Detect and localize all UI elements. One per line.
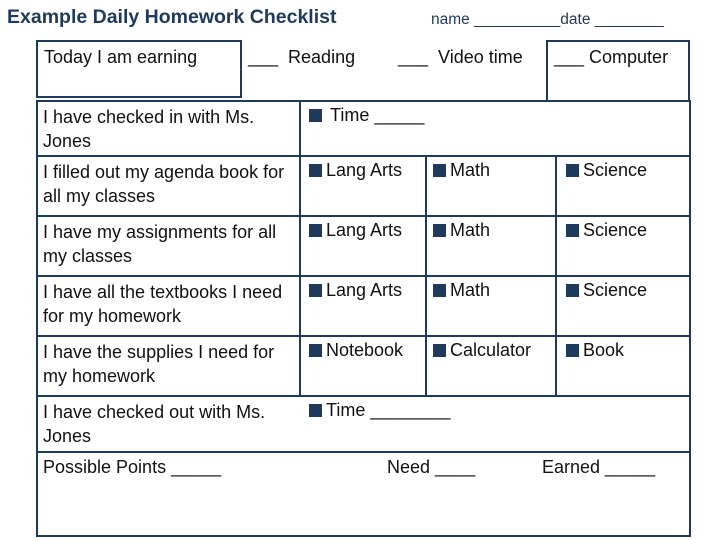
page-title: Example Daily Homework Checklist bbox=[7, 6, 337, 28]
checkbox-science[interactable]: Science bbox=[566, 160, 647, 181]
checkbox-calculator[interactable]: Calculator bbox=[433, 340, 531, 361]
checkbox-icon[interactable] bbox=[566, 284, 579, 297]
checkbox-icon[interactable] bbox=[566, 224, 579, 237]
checkbox-lang-arts[interactable]: Lang Arts bbox=[309, 160, 402, 181]
checkbox-science[interactable]: Science bbox=[566, 280, 647, 301]
earning-option-computer: ___ Computer bbox=[554, 47, 669, 67]
task-supplies: I have the supplies I need for my homework bbox=[43, 342, 275, 386]
checkbox-time-in[interactable]: Time _____ bbox=[309, 105, 424, 126]
checkbox-math[interactable]: Math bbox=[433, 220, 490, 241]
checkbox-icon[interactable] bbox=[566, 344, 579, 357]
name-date-line: name __________date ________ bbox=[431, 11, 664, 28]
earning-label: Today I am earning bbox=[44, 47, 198, 67]
need-points: Need ____ bbox=[387, 457, 476, 477]
earned-points: Earned _____ bbox=[542, 457, 656, 477]
checkbox-math[interactable]: Math bbox=[433, 160, 490, 181]
checkbox-icon[interactable] bbox=[309, 109, 322, 122]
earning-option-video: ___ Video time bbox=[398, 47, 523, 67]
row-divider bbox=[36, 155, 691, 157]
row-divider bbox=[36, 215, 691, 217]
column-divider bbox=[555, 155, 557, 397]
row-divider bbox=[36, 275, 691, 277]
checkbox-icon[interactable] bbox=[433, 284, 446, 297]
checkbox-notebook[interactable]: Notebook bbox=[309, 340, 403, 361]
checkbox-science[interactable]: Science bbox=[566, 220, 647, 241]
checkbox-icon[interactable] bbox=[309, 284, 322, 297]
earning-option-reading: ___ Reading bbox=[248, 47, 356, 67]
checkbox-math[interactable]: Math bbox=[433, 280, 490, 301]
checkbox-icon[interactable] bbox=[309, 164, 322, 177]
checkbox-lang-arts[interactable]: Lang Arts bbox=[309, 280, 402, 301]
task-agenda: I filled out my agenda book for all my classes bbox=[43, 162, 285, 206]
row-divider bbox=[36, 395, 691, 397]
task-textbooks: I have all the textbooks I need for my homework bbox=[43, 282, 283, 326]
checkbox-icon[interactable] bbox=[433, 224, 446, 237]
task-check-in: I have checked in with Ms. Jones bbox=[43, 107, 255, 151]
checkbox-icon[interactable] bbox=[433, 344, 446, 357]
checkbox-book[interactable]: Book bbox=[566, 340, 624, 361]
checkbox-icon[interactable] bbox=[309, 404, 322, 417]
checkbox-icon[interactable] bbox=[566, 164, 579, 177]
task-assignments: I have my assignments for all my classes bbox=[43, 222, 277, 266]
checkbox-lang-arts[interactable]: Lang Arts bbox=[309, 220, 402, 241]
column-divider bbox=[299, 100, 301, 397]
row-divider bbox=[36, 451, 691, 453]
checkbox-icon[interactable] bbox=[309, 344, 322, 357]
task-check-out: I have checked out with Ms. Jones bbox=[43, 402, 266, 446]
checkbox-time-out[interactable]: Time ________ bbox=[309, 400, 450, 421]
checkbox-icon[interactable] bbox=[433, 164, 446, 177]
column-divider bbox=[425, 155, 427, 397]
possible-points: Possible Points _____ bbox=[43, 457, 222, 477]
checkbox-icon[interactable] bbox=[309, 224, 322, 237]
row-divider bbox=[36, 335, 691, 337]
